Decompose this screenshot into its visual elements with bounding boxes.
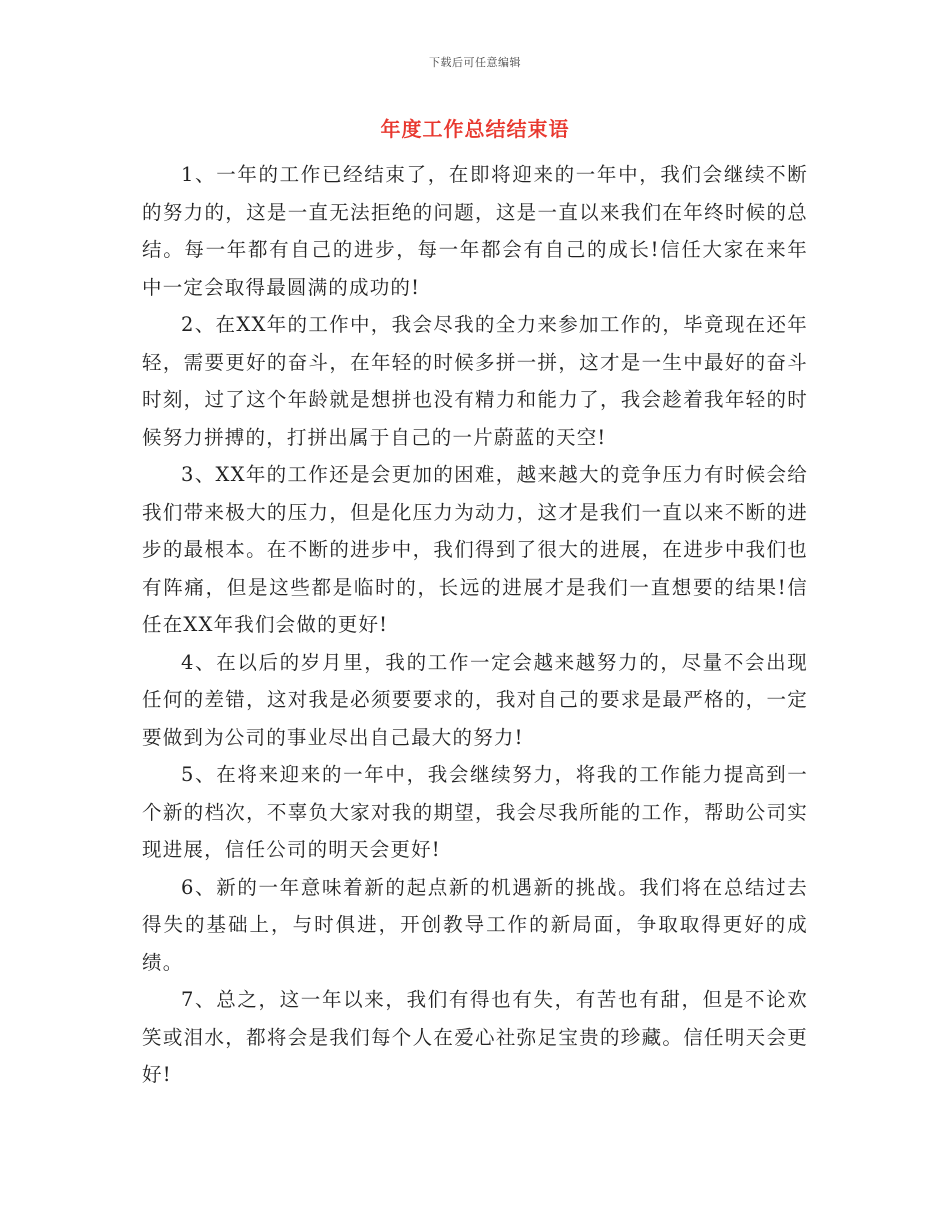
paragraph-7: 7、总之，这一年以来，我们有得也有失，有苦也有甜，但是不论欢笑或泪水，都将会是我们每个人在爱心社弥足宝贵的珍藏。信任明天会更好!	[142, 988, 808, 1086]
paragraph-1: 1、一年的工作已经结束了，在即将迎来的一年中，我们会继续不断的努力的，这是一直无法拒绝的问题，这是一直以来我们在年终时候的总结。每一年都有自己的进步，每一年都会有自己的成长!信任大家在来年中一定会取得最圆满的成功的!	[142, 163, 808, 299]
paragraph-6: 6、新的一年意味着新的起点新的机遇新的挑战。我们将在总结过去得失的基础上，与时俱进，开创教导工作的新局面，争取取得更好的成绩。	[142, 875, 808, 974]
document-title: 年度工作总结结束语	[380, 117, 570, 141]
paragraph-2: 2、在XX年的工作中，我会尽我的全力来参加工作的，毕竟现在还年轻，需要更好的奋斗，在年轻的时候多拼一拼，这才是一生中最好的奋斗时刻，过了这个年龄就是想拼也没有精力和能力了，我会趁着我年轻的时候努力拼搏的，打拼出属于自己的一片蔚蓝的天空!	[142, 313, 808, 449]
paragraph-3: 3、XX年的工作还是会更加的困难，越来越大的竞争压力有时候会给我们带来极大的压力，但是化压力为动力，这才是我们一直以来不断的进步的最根本。在不断的进步中，我们得到了很大的进展，在进步中我们也有阵痛，但是这些都是临时的，长远的进展才是我们一直想要的结果!信任在XX年我们会做的更好!	[142, 463, 808, 636]
header-note: 下载后可任意编辑	[429, 56, 521, 69]
paragraph-5: 5、在将来迎来的一年中，我会继续努力，将我的工作能力提高到一个新的档次，不辜负大家对我的期望，我会尽我所能的工作，帮助公司实现进展，信任公司的明天会更好!	[142, 763, 808, 861]
paragraph-4: 4、在以后的岁月里，我的工作一定会越来越努力的，尽量不会出现任何的差错，这对我是必须要要求的，我对自己的要求是最严格的，一定要做到为公司的事业尽出自己最大的努力!	[142, 650, 808, 749]
document-body	[142, 156, 808, 1094]
